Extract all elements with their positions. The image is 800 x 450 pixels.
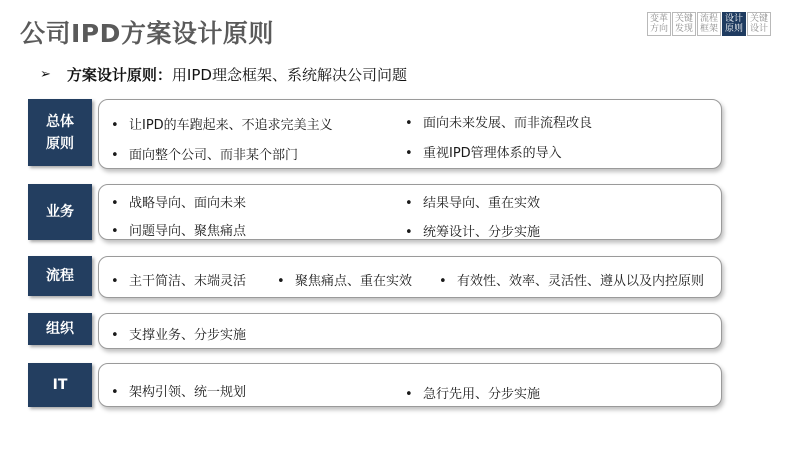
nav-tab-line: 关键	[749, 14, 768, 24]
row-label	[28, 184, 92, 240]
row-label-line: 总体	[46, 113, 74, 130]
row-label-line: 原则	[46, 135, 74, 152]
row-content	[98, 99, 722, 169]
row-content	[98, 363, 722, 407]
list-item	[439, 270, 704, 289]
list-item	[405, 192, 540, 211]
nav-tab-findings[interactable]	[672, 12, 696, 36]
row-label	[28, 363, 92, 407]
bullet-icon: •	[111, 148, 119, 163]
item-text: 面向未来发展、而非流程改良	[423, 116, 593, 131]
nav-tab-line: 发现	[674, 24, 693, 34]
list-item	[111, 192, 246, 211]
nav-tab-key-design[interactable]	[747, 12, 771, 36]
list-item	[111, 144, 298, 163]
list-item	[111, 220, 246, 239]
nav-tab-line: 设计	[724, 14, 743, 24]
item-text: 问题导向、聚焦痛点	[129, 224, 247, 239]
arrow-icon: ➢	[40, 67, 51, 82]
row-label-line: IT	[52, 377, 68, 393]
bullet-icon: •	[111, 224, 119, 239]
item-text: 结果导向、重在实效	[423, 196, 541, 211]
subtitle	[40, 64, 407, 85]
nav-tab-line: 原则	[724, 24, 743, 34]
list-item	[405, 383, 540, 402]
subtitle-heading: 方案设计原则：	[66, 66, 172, 84]
row-label-line: 流程	[46, 268, 74, 284]
nav-tab-direction[interactable]	[647, 12, 671, 36]
nav-tab-line: 方向	[649, 24, 668, 34]
list-item	[405, 142, 562, 161]
nav-tab-line: 框架	[699, 24, 718, 34]
item-text: 让IPD的车跑起来、不追求完美主义	[129, 118, 333, 133]
nav-tab-line: 设计	[749, 24, 768, 34]
list-item	[111, 324, 246, 343]
row-content	[98, 184, 722, 240]
item-text: 主干简洁、末端灵活	[129, 274, 247, 289]
list-item	[111, 381, 246, 400]
bullet-icon: •	[111, 196, 119, 211]
list-item	[405, 112, 592, 131]
bullet-icon: •	[111, 274, 119, 289]
item-text: 重视IPD管理体系的导入	[423, 146, 562, 161]
nav-tab-line: 关键	[674, 14, 693, 24]
bullet-icon: •	[111, 328, 119, 343]
page-title: 公司IPD方案设计原则	[20, 19, 274, 48]
item-text: 统筹设计、分步实施	[423, 225, 541, 240]
item-text: 急行先用、分步实施	[423, 387, 541, 402]
row-label-line: 组织	[46, 321, 74, 337]
list-item	[405, 221, 540, 240]
bullet-icon: •	[405, 225, 413, 240]
list-item	[111, 270, 246, 289]
item-text: 聚焦痛点、重在实效	[295, 274, 413, 289]
nav-tab-framework[interactable]	[697, 12, 721, 36]
nav-tab-line: 流程	[699, 14, 718, 24]
bullet-icon: •	[277, 274, 285, 289]
row-content	[98, 313, 722, 349]
row-label-line: 业务	[46, 204, 74, 220]
bullet-icon: •	[405, 196, 413, 211]
item-text: 支撑业务、分步实施	[129, 328, 247, 343]
item-text: 战略导向、面向未来	[129, 196, 247, 211]
nav-tab-line: 变革	[649, 14, 668, 24]
bullet-icon: •	[405, 116, 413, 131]
bullet-icon: •	[111, 118, 119, 133]
section-nav	[647, 12, 771, 36]
list-item	[111, 114, 333, 133]
item-text: 面向整个公司、而非某个部门	[129, 148, 299, 163]
bullet-icon: •	[405, 387, 413, 402]
bullet-icon: •	[439, 274, 447, 289]
bullet-icon: •	[111, 385, 119, 400]
row-label	[28, 256, 92, 296]
row-label	[28, 313, 92, 345]
bullet-icon: •	[405, 146, 413, 161]
item-text: 架构引领、统一规划	[129, 385, 247, 400]
list-item	[277, 270, 412, 289]
row-content	[98, 256, 722, 298]
subtitle-text: 用IPD理念框架、系统解决公司问题	[171, 66, 407, 84]
nav-tab-principles[interactable]	[722, 12, 746, 36]
item-text: 有效性、效率、灵活性、遵从以及内控原则	[457, 274, 705, 289]
row-label	[28, 99, 92, 166]
